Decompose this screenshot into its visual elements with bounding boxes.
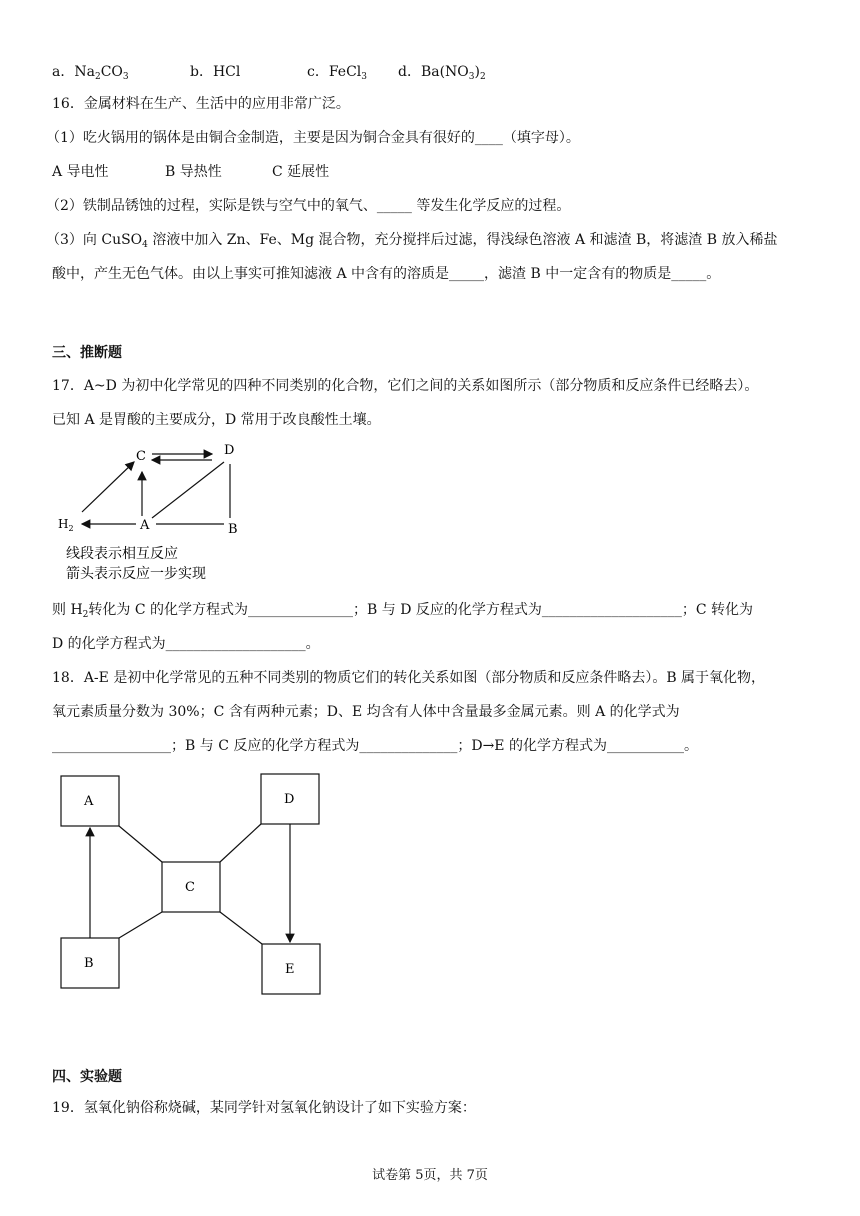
q18-transform-diagram (52, 770, 332, 1000)
q16-choice-c: C 延展性 (272, 164, 330, 180)
line-a-d (152, 462, 224, 518)
label-b: B (84, 956, 94, 971)
q17-line4: D 的化学方程式为____________________。 (52, 636, 320, 652)
line-d-c (220, 824, 261, 862)
q19-line1: 19．氢氧化钠俗称烧碱，某同学针对氢氧化钠设计了如下实验方案： (52, 1100, 476, 1116)
node-d: D (224, 443, 235, 458)
option-c: c．FeCl$_3$ (307, 64, 367, 82)
q18-line3: _________________；B 与 C 反应的化学方程式为______________；D→E 的化学方程式为___________。 (52, 738, 698, 754)
section-heading-3: 三、推断题 (52, 345, 122, 361)
q17-line3: 则 $H_2$转化为 C 的化学方程式为_______________；B 与 D 反应的化学方程式为____________________；C 转化为 (52, 602, 754, 620)
q16-title: 16．金属材料在生产、生活中的应用非常广泛。 (52, 96, 350, 112)
node-c: C (136, 449, 146, 464)
node-a: A (140, 518, 150, 533)
node-b: B (228, 522, 238, 537)
line-e-c (220, 912, 262, 944)
q18-line2: 氧元素质量分数为 30%；C 含有两种元素；D、E 均含有人体中含量最多金属元素。则 A 的化学式为 (52, 704, 680, 720)
line-b-c (119, 912, 162, 938)
label-c: C (185, 880, 195, 895)
label-a: A (84, 794, 94, 809)
q17-relation-diagram (52, 436, 252, 586)
q18-line1: 18．A-E 是初中化学常见的五种不同类别的物质它们的转化关系如图（部分物质和反应条件略去）。B 属于氧化物， (52, 670, 766, 686)
q16-part3: （3）向 CuSO$_4$ 溶液中加入 Zn、Fe、Mg 混合物，充分搅拌后过滤，得浅绿色溶液 A 和滤渣 B，将滤渣 B 放入稀盐 (46, 232, 778, 250)
option-b: b．HCl (190, 64, 241, 80)
q16-part1: （1）吃火锅用的锅体是由铜合金制造，主要是因为铜合金具有很好的____（填字母）。 (46, 130, 580, 146)
section-heading-4: 四、实验题 (52, 1069, 122, 1085)
option-d: d．$Ba(NO_3)_2$ (398, 64, 486, 82)
arrow-h2-to-c (82, 462, 134, 512)
page-footer: 试卷第 5页，共 7页 (372, 1168, 488, 1183)
line-a-c (119, 826, 162, 862)
q16-choice-b: B 导热性 (165, 164, 222, 180)
q16-part2: （2）铁制品锈蚀的过程，实际是铁与空气中的氧气、_____ 等发生化学反应的过程。 (46, 198, 571, 214)
node-h2: $H_2$ (58, 517, 74, 533)
q16-part3-cont: 酸中，产生无色气体。由以上事实可推知滤液 A 中含有的溶质是_____，滤渣 B 中一定含有的物质是_____。 (52, 266, 721, 282)
label-e: E (285, 962, 295, 977)
legend-line: 线段表示相互反应 (66, 546, 178, 562)
q16-choice-a: A 导电性 (52, 164, 109, 180)
legend-arrow: 箭头表示反应一步实现 (66, 566, 206, 582)
label-d: D (284, 792, 295, 807)
option-a: a．$Na_2CO_3$ (52, 64, 129, 82)
q17-line2: 已知 A 是胃酸的主要成分，D 常用于改良酸性土壤。 (52, 412, 381, 428)
q17-line1: 17．A~D 为初中化学常见的四种不同类别的化合物，它们之间的关系如图所示（部分物质和反应条件已经略去）。 (52, 378, 759, 394)
